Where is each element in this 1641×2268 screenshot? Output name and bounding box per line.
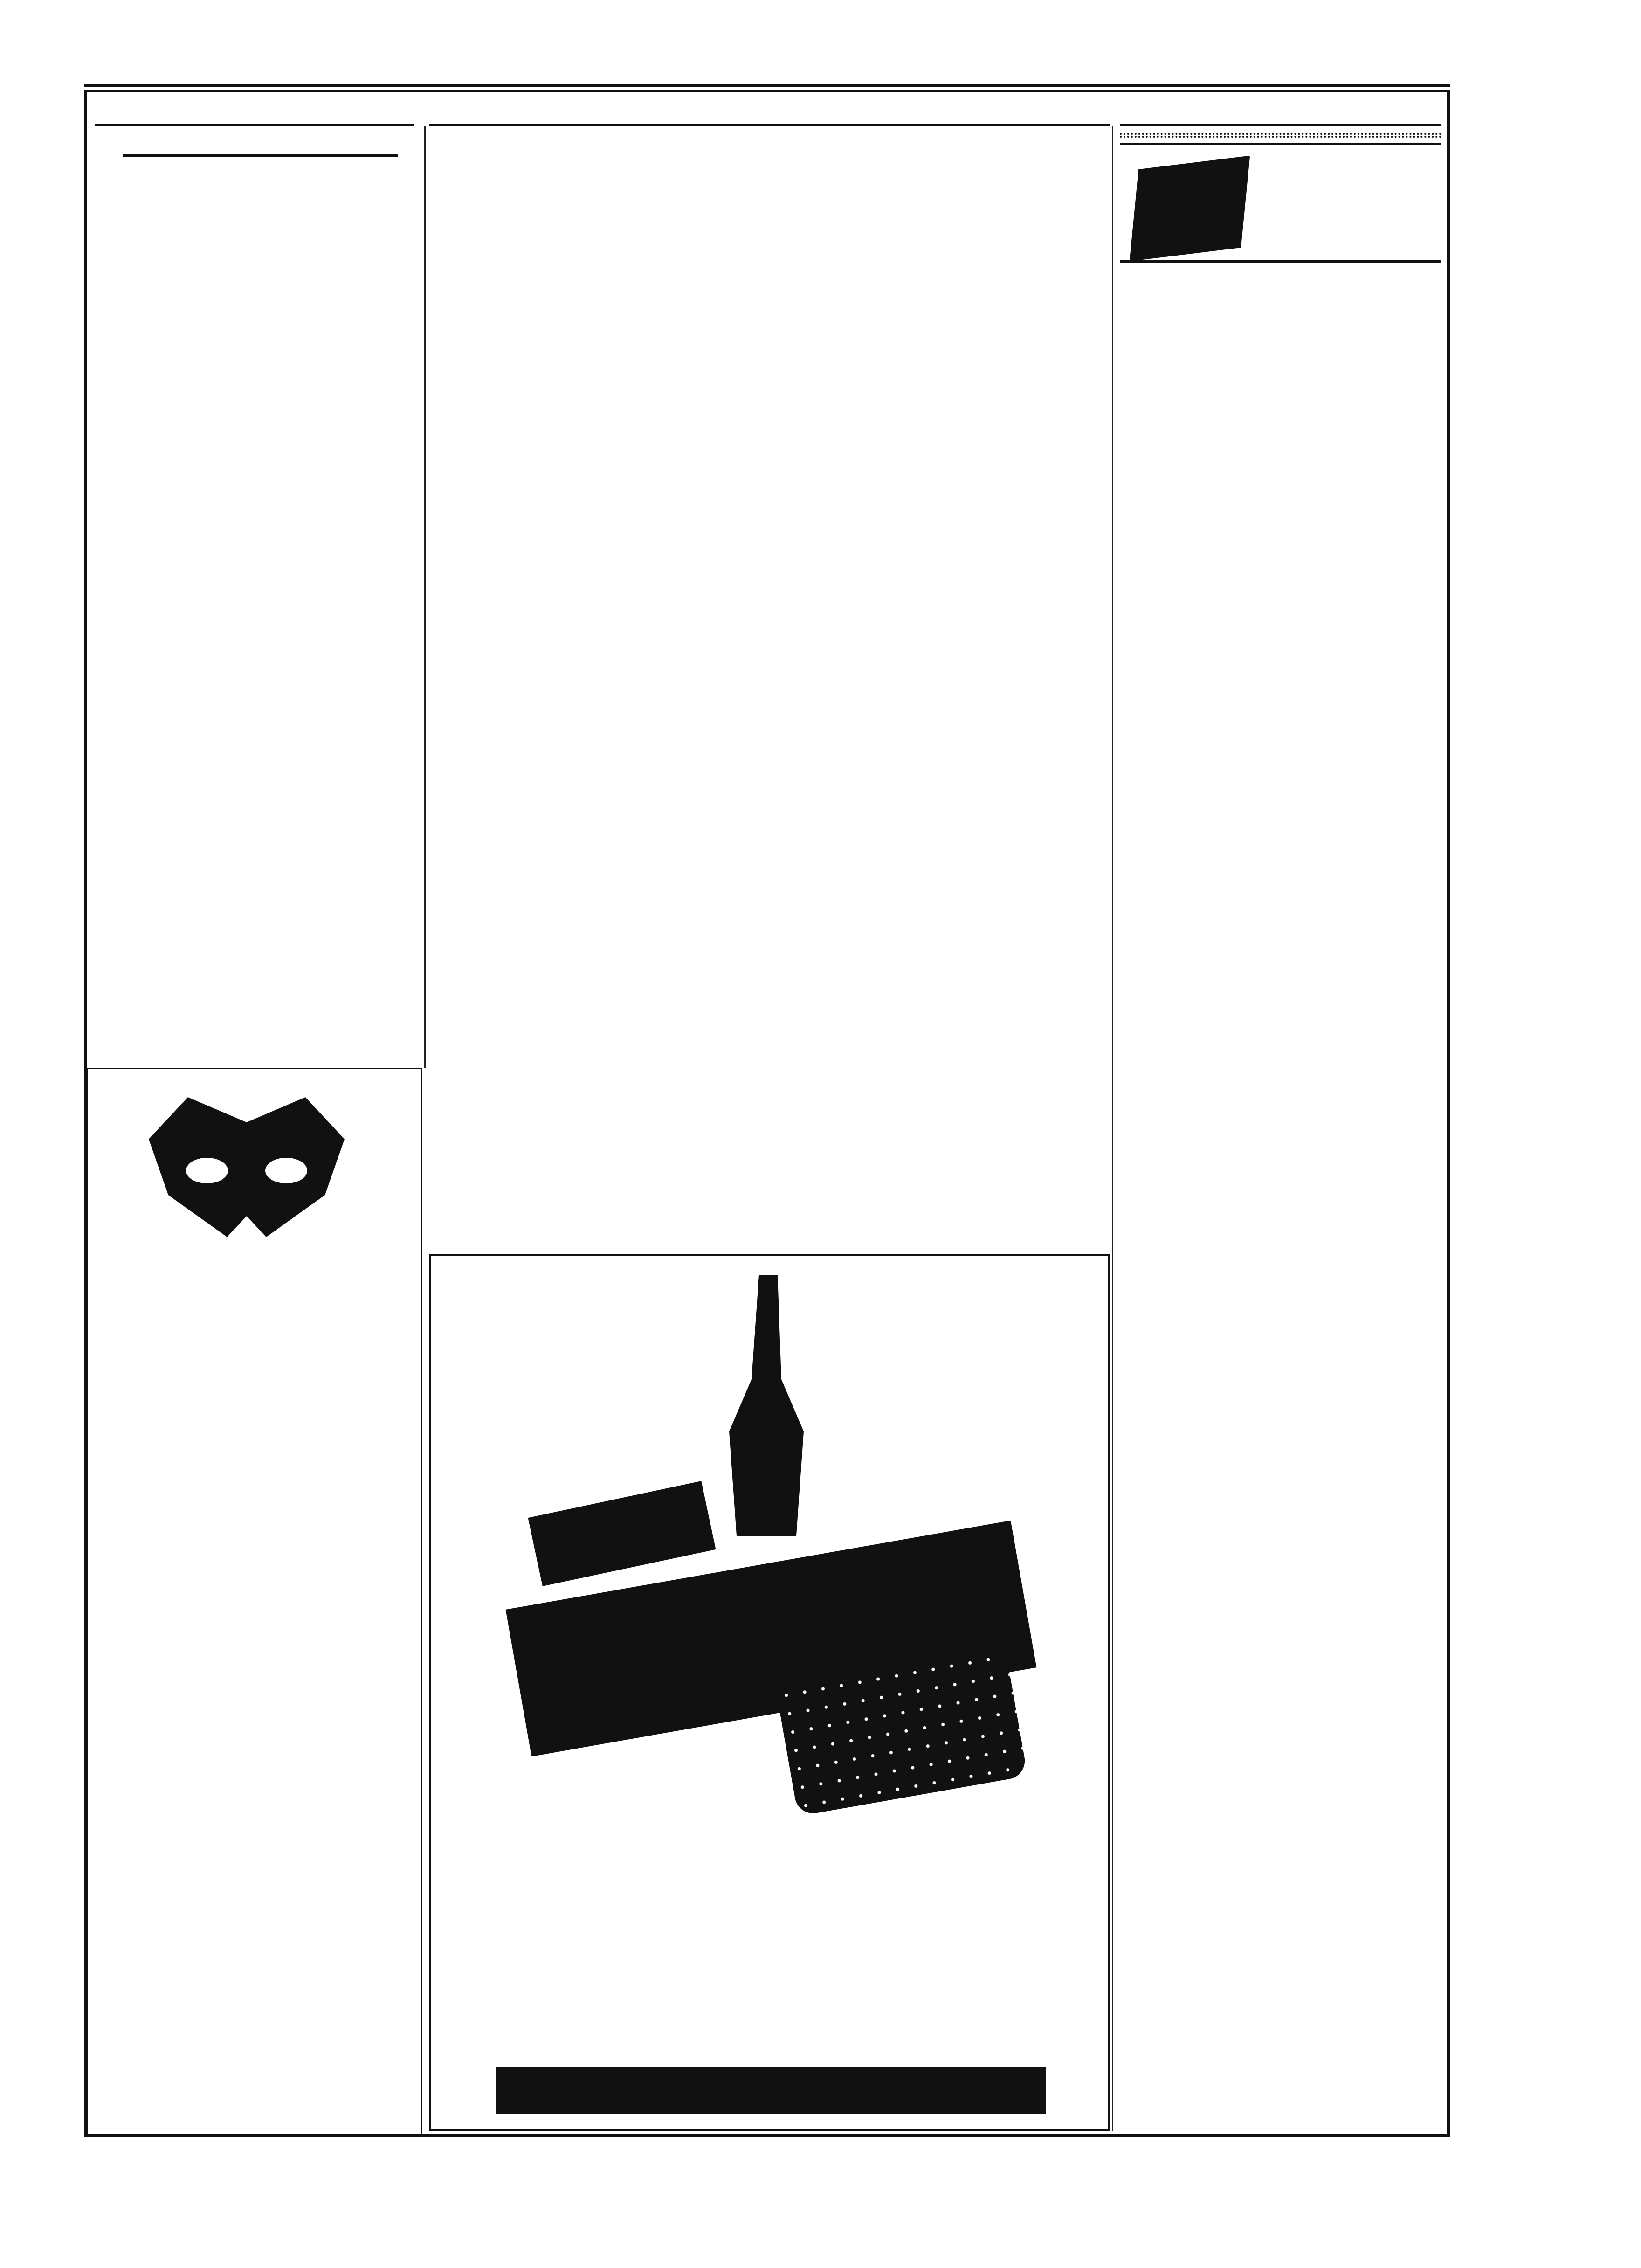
ad-aqui [528, 1481, 716, 1586]
carnival-mask-icon [149, 1097, 345, 1237]
divider [1120, 124, 1441, 126]
crossword-section [87, 121, 422, 1063]
divider [1120, 260, 1441, 263]
livros-alegres-ad [87, 1068, 422, 2136]
mask-eye [186, 1158, 228, 1183]
sports-col-2 [774, 129, 1110, 134]
column-rule [424, 126, 426, 1068]
sports-col-1 [429, 129, 764, 134]
right-column [1114, 121, 1447, 2126]
mask-eye [265, 1158, 307, 1183]
montil-logo [1114, 146, 1269, 271]
vida-desportiva-section [429, 121, 1110, 1250]
voz-da-america-ad [429, 1254, 1110, 2131]
statue-of-liberty-icon [729, 1275, 804, 1536]
crossword-puzzle [95, 131, 414, 439]
column-rule [1112, 126, 1113, 2131]
sports-columns [429, 129, 1110, 134]
divider [429, 124, 1110, 126]
montil-text [1264, 159, 1441, 257]
divider [95, 124, 414, 126]
montil-ad [1120, 159, 1441, 257]
divider [1120, 143, 1441, 145]
divider [1120, 133, 1441, 138]
crossword-grid [123, 154, 398, 157]
masthead [75, 28, 1482, 79]
ad-marcha-banner [496, 2067, 1046, 2114]
top-rule [84, 84, 1450, 87]
